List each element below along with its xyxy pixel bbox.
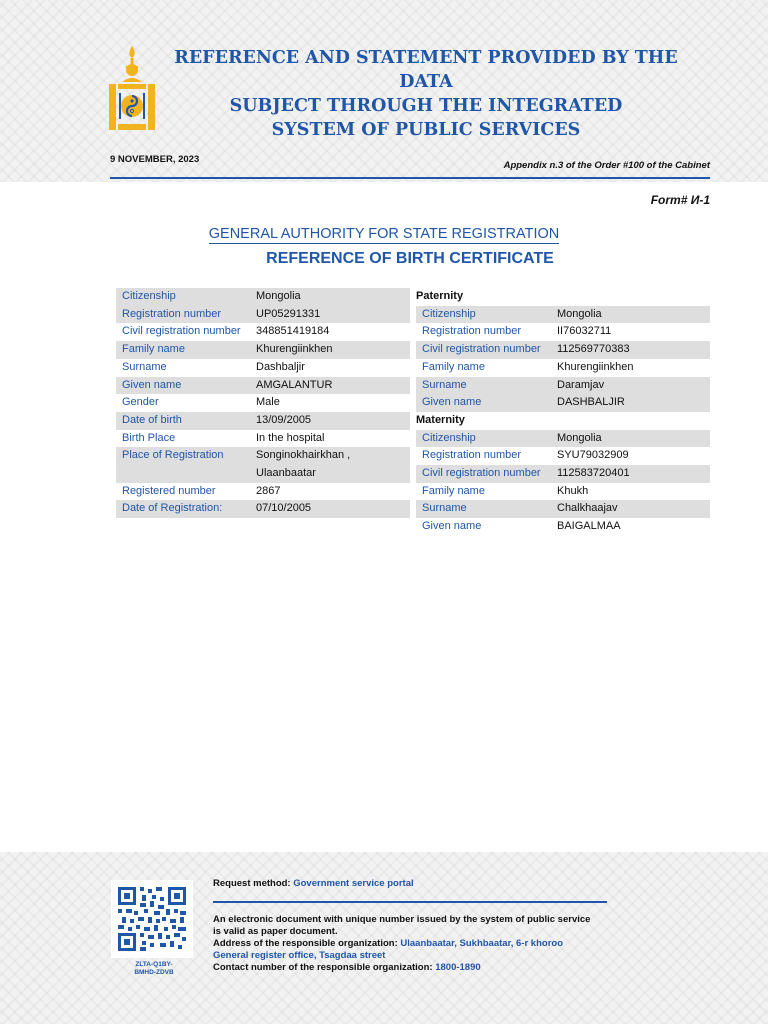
address-value: Ulaanbaatar, Sukhbaatar, 6-r khoroo (400, 938, 563, 949)
address-line (213, 938, 590, 950)
field-label: Registration number (122, 307, 222, 320)
parents-details-table (416, 288, 710, 536)
table-row (116, 359, 410, 377)
contact-number[interactable]: 1800-1890 (435, 962, 481, 973)
table-row (416, 323, 710, 341)
footer-divider (213, 901, 607, 903)
field-label: Registration number (422, 449, 522, 462)
issue-date: 9 NOVEMBER, 2023 (110, 154, 200, 165)
field-label: Family name (122, 343, 185, 356)
field-value: Dashbaljir (256, 360, 305, 373)
field-value: Khurengiinkhen (256, 343, 333, 356)
table-row (416, 306, 710, 324)
appendix-note: Appendix n.3 of the Order #100 of the Cabinet (503, 160, 710, 171)
field-value: Khukh (557, 484, 589, 497)
child-details-table (116, 288, 410, 518)
field-value-line: Songinokhairkhan , (256, 449, 351, 462)
notice-line: An electronic document with unique number issued by the system of public service (213, 914, 591, 925)
field-value: Khurengiinkhen (557, 360, 634, 373)
table-row (416, 394, 710, 412)
field-value: BAIGALMAA (557, 520, 621, 533)
field-label: Given name (422, 520, 482, 533)
request-method-link[interactable]: Government service portal (293, 878, 414, 889)
table-row (416, 359, 710, 377)
table-row (116, 394, 410, 412)
header-title-line: REFERENCE AND STATEMENT PROVIDED BY THE DATA (174, 48, 678, 92)
field-label: Family name (422, 484, 485, 497)
contact-label: Contact number of the responsible organization: (213, 962, 433, 973)
field-label: Date of Registration: (122, 502, 223, 515)
field-value: 2867 (256, 484, 281, 497)
paternity-heading: Paternity (416, 290, 464, 302)
footer-notice (213, 914, 590, 974)
field-label: Citizenship (422, 431, 476, 444)
field-label: Citizenship (422, 307, 476, 320)
authority-name-text: GENERAL AUTHORITY FOR STATE REGISTRATION (208, 226, 560, 242)
document-title: REFERENCE OF BIRTH CERTIFICATE (266, 250, 554, 267)
table-row (116, 430, 410, 448)
field-value: 07/10/2005 (256, 502, 312, 515)
field-value: DASHBALJIR (557, 396, 625, 409)
address-label: Address of the responsible organization: (213, 938, 398, 949)
qr-code-icon[interactable] (118, 887, 186, 951)
field-value: 112569770383 (557, 343, 630, 356)
field-value: Mongolia (557, 307, 602, 320)
table-row (116, 447, 410, 482)
field-label: Birth Place (122, 431, 176, 444)
authority-name (0, 225, 768, 243)
field-label: Family name (422, 360, 485, 373)
field-label: Registration number (422, 325, 522, 338)
table-row (116, 483, 410, 501)
field-label: Gender (122, 396, 159, 409)
table-row (116, 306, 410, 324)
field-label: Given name (122, 378, 182, 391)
qr-code-line: BMHD-ZDVB (134, 969, 174, 976)
field-value (256, 447, 350, 482)
address-value-line2: General register office, Tsagdaa street (213, 950, 386, 961)
table-row (416, 430, 710, 448)
qr-code-line: ZLTA-Q1BY- (135, 961, 173, 968)
field-value: In the hospital (256, 431, 325, 444)
table-row (116, 377, 410, 395)
field-label: Given name (422, 396, 482, 409)
field-value-line: Ulaanbaatar (256, 467, 316, 480)
table-row (116, 500, 410, 518)
state-emblem-icon (108, 44, 156, 132)
header-title-line: SYSTEM OF PUBLIC SERVICES (271, 120, 581, 140)
maternity-heading: Maternity (416, 413, 465, 426)
field-label: Civil registration number (122, 325, 241, 338)
contact-line (213, 962, 590, 974)
field-value: 348851419184 (256, 325, 330, 338)
field-value: SYU79032909 (557, 449, 629, 462)
table-row (116, 288, 410, 306)
form-number: Form# И-1 (650, 193, 710, 207)
field-label: Place of Registration (122, 449, 224, 462)
header-title-line: SUBJECT THROUGH THE INTEGRATED (229, 96, 623, 116)
qr-document-code (116, 961, 192, 977)
request-method-label: Request method: (213, 878, 291, 889)
table-row (416, 447, 710, 465)
table-row (416, 377, 710, 395)
field-label: Civil registration number (422, 343, 541, 356)
field-value: UP05291331 (256, 307, 321, 320)
notice-line: is valid as paper document. (213, 926, 338, 937)
table-row (416, 341, 710, 359)
field-label: Surname (422, 502, 467, 515)
field-label: Citizenship (122, 290, 176, 302)
table-row (116, 341, 410, 359)
field-value: Chalkhaajav (557, 502, 618, 515)
table-row (416, 465, 710, 483)
table-row (416, 483, 710, 501)
field-value: Male (256, 396, 280, 409)
field-value: AMGALANTUR (256, 378, 333, 391)
field-value: Daramjav (557, 378, 605, 391)
field-value: II76032711 (557, 325, 612, 338)
field-label: Registered number (122, 484, 216, 497)
field-value: 13/09/2005 (256, 413, 312, 426)
table-row (416, 500, 710, 518)
qr-code-frame (111, 880, 193, 958)
request-method (213, 878, 414, 890)
field-value: Mongolia (557, 431, 602, 444)
field-label: Date of birth (122, 413, 182, 426)
header-divider (110, 177, 710, 179)
field-label: Surname (122, 360, 167, 373)
field-value: 112583720401 (557, 467, 630, 480)
field-label: Surname (422, 378, 467, 391)
field-value: Mongolia (256, 290, 301, 302)
document-header-title (156, 46, 696, 142)
table-row (116, 412, 410, 430)
table-row (116, 323, 410, 341)
field-label: Civil registration number (422, 467, 541, 480)
table-row (416, 518, 710, 536)
